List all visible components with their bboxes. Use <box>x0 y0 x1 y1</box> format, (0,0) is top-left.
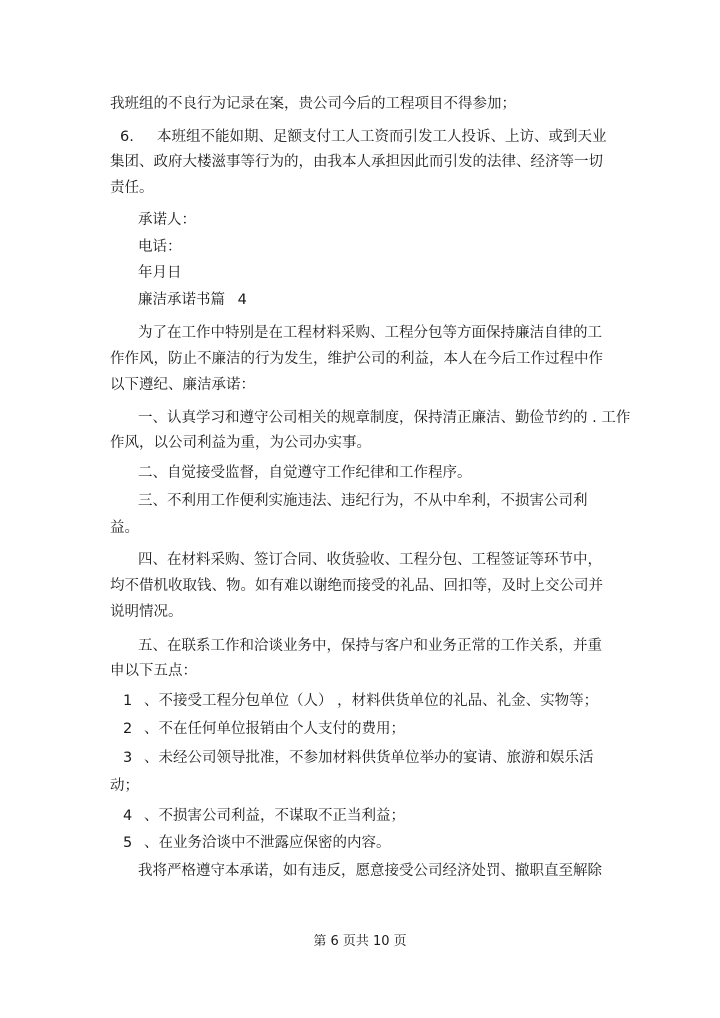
list-item-number: 4 <box>123 808 133 824</box>
text-line: 我班组的不良行为记录在案，贵公司今后的工程项目不得参加； <box>110 96 516 112</box>
text-line: 责任。 <box>110 180 154 196</box>
list-item-text: 、不损害公司利益，不谋取不正当利益； <box>144 808 405 824</box>
list-item-number: 3 <box>123 750 133 766</box>
text-line: 动； <box>110 778 139 794</box>
text-line: 益。 <box>110 520 139 536</box>
text-line: 二、自觉接受监督，自觉遵守工作纪律和工作程序。 <box>138 465 472 481</box>
text-line: 申以下五点： <box>110 663 197 679</box>
section-title <box>138 290 247 310</box>
item-number: 6. <box>120 129 134 145</box>
text-line: 为了在工作中特别是在工程材料采购、工程分包等方面保持廉洁自律的工 <box>138 325 602 341</box>
text-line: 集团、政府大楼滋事等行为的，由我本人承担因此而引发的法律、经济等一切 <box>110 154 603 170</box>
text-line: 五、在联系工作和洽谈业务中，保持与客户和业务正常的工作关系，并重 <box>138 638 602 654</box>
text-line: 作风，以公司利益为重，为公司办实事。 <box>110 435 371 451</box>
phone-label: 电话： <box>138 239 182 255</box>
text-line: 四、在材料采购、签订合同、收货验收、工程分包、工程签证等环节中， <box>138 552 602 568</box>
promisor-label: 承诺人： <box>138 212 196 228</box>
text-line: 我将严格遵守本承诺，如有违反，愿意接受公司经济处罚、撤职直至解除 <box>138 863 602 879</box>
list-item-number: 1 <box>123 693 133 709</box>
text-line: 本班组不能如期、足额支付工人工资而引发工人投诉、上访、或到天业 <box>157 129 607 145</box>
list-item-number: 5 <box>123 835 133 851</box>
list-item-text: 、不在任何单位报销由个人支付的费用； <box>144 721 405 737</box>
list-item-text: 、未经公司领导批准，不参加材料供货单位举办的宴请、旅游和娱乐活 <box>144 750 594 766</box>
text-line: 说明情况。 <box>110 604 183 620</box>
section-title-text: 廉洁承诺书篇 <box>138 292 225 308</box>
list-item-text: 、在业务洽谈中不泄露应保密的内容。 <box>144 835 391 851</box>
text-line: 一、认真学习和遵守公司相关的规章制度，保持清正廉洁、勤俭节约的 . 工作 <box>138 410 631 426</box>
text-line: 以下遵纪、廉洁承诺： <box>110 377 255 393</box>
text-line: 均不借机收取钱、物。如有难以谢绝而接受的礼品、回扣等，及时上交公司并 <box>110 578 603 594</box>
list-item-number: 2 <box>123 721 133 737</box>
page-footer: 第 6 页共 10 页 <box>313 934 407 949</box>
list-item-text: 、不接受工程分包单位（人） ，材料供货单位的礼品、礼金、实物等； <box>144 693 599 709</box>
text-line: 作作风，防止不廉洁的行为发生，维护公司的利益，本人在今后工作过程中作 <box>110 351 603 367</box>
date-label: 年月日 <box>138 265 182 281</box>
section-number: 4 <box>237 292 247 308</box>
text-line: 三、不利用工作便利实施违法、违纪行为，不从中牟利，不损害公司利 <box>138 493 588 509</box>
